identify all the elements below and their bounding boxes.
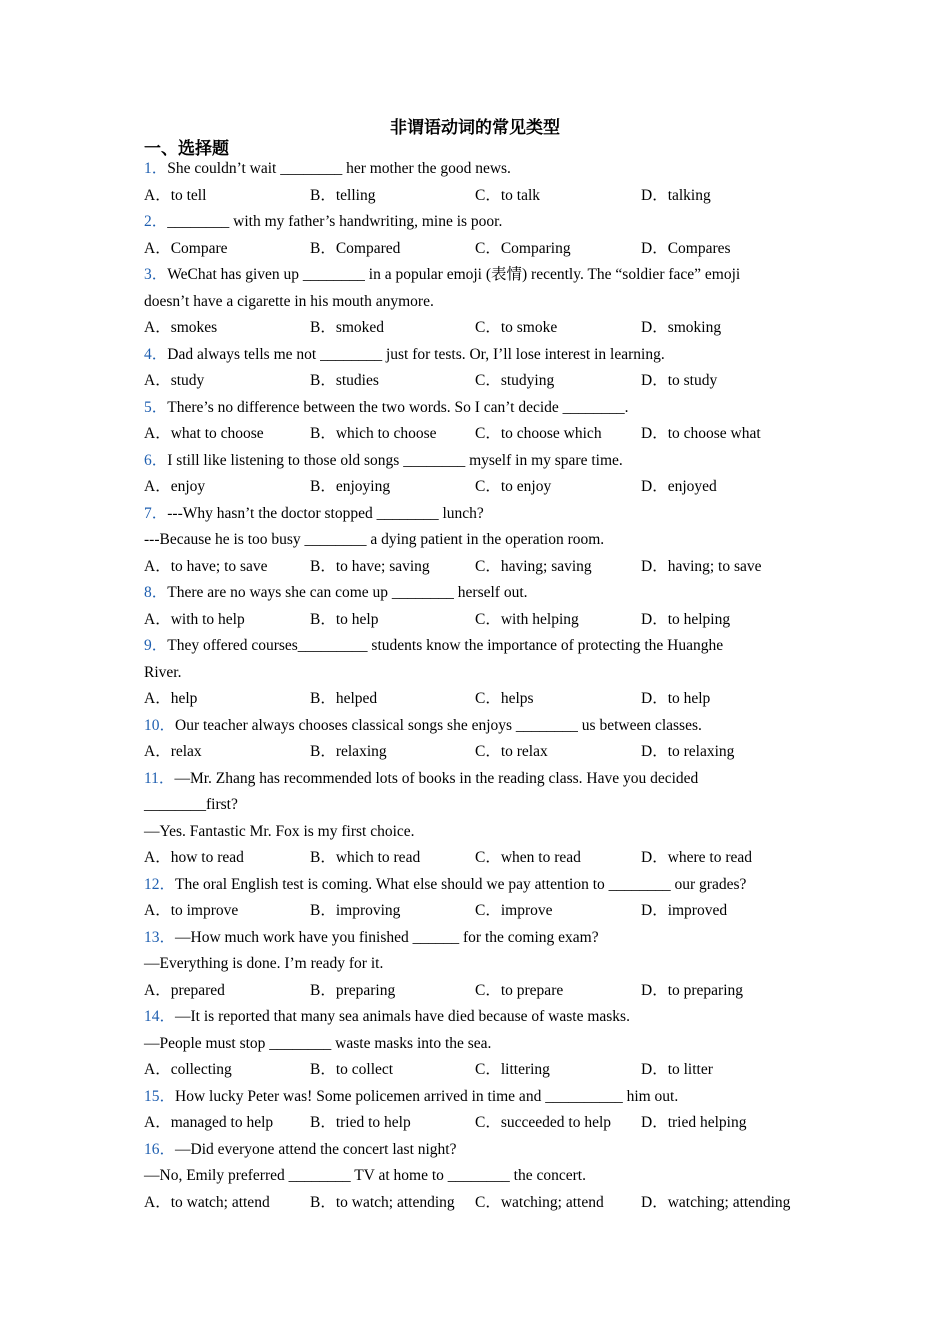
option-a: A．prepared	[144, 982, 225, 999]
option-d: D．talking	[641, 187, 711, 204]
option-c: C．succeeded to help	[475, 1114, 612, 1131]
option-b: B．to have; saving	[310, 558, 430, 575]
option-c: C．to relax	[475, 743, 548, 760]
question-stem-continued	[144, 794, 824, 816]
question-stem	[144, 344, 824, 366]
question-number: 16．	[144, 1141, 176, 1158]
option-b: B．telling	[310, 187, 376, 204]
question-text: I still like listening to those old songs ________ myself in my spare time.	[167, 452, 623, 469]
question-number: 5．	[144, 399, 168, 416]
question-stem	[144, 1139, 824, 1161]
question-number: 2．	[144, 213, 168, 230]
question-number: 1．	[144, 160, 168, 177]
option-b: B．to collect	[310, 1061, 394, 1078]
question-stem	[144, 874, 824, 896]
answer-options	[144, 370, 824, 392]
question-number: 3．	[144, 266, 168, 283]
section-heading: 一、选择题	[144, 139, 229, 159]
option-a: A．to improve	[144, 902, 239, 919]
option-b: B．enjoying	[310, 478, 391, 495]
question-number: 11．	[144, 770, 175, 787]
option-d: D．to preparing	[641, 982, 744, 999]
option-d: D．enjoyed	[641, 478, 717, 495]
question-stem	[144, 211, 824, 233]
question-stem-continued	[144, 529, 824, 551]
question-stem-continued	[144, 821, 824, 843]
question-text: The oral English test is coming. What else should we pay attention to ________ our grades?	[175, 876, 747, 893]
answer-options	[144, 1192, 824, 1214]
option-c: C．when to read	[475, 849, 581, 866]
answer-options	[144, 609, 824, 631]
question-stem	[144, 927, 824, 949]
question-number: 15．	[144, 1088, 176, 1105]
option-a: A．managed to help	[144, 1114, 274, 1131]
question-text: There are no ways she can come up ________ herself out.	[167, 584, 528, 601]
option-a: A．help	[144, 690, 198, 707]
option-b: B．which to choose	[310, 425, 437, 442]
option-d: D．watching; attending	[641, 1194, 791, 1211]
option-c: C．helps	[475, 690, 534, 707]
question-text: ________ with my father’s handwriting, mine is poor.	[167, 213, 503, 230]
question-text: How lucky Peter was! Some policemen arrived in time and __________ him out.	[175, 1088, 679, 1105]
question-number: 9．	[144, 637, 168, 654]
question-stem	[144, 1006, 824, 1028]
option-c: C．to enjoy	[475, 478, 552, 495]
question-text: —It is reported that many sea animals have died because of waste masks.	[175, 1008, 630, 1025]
answer-options	[144, 900, 824, 922]
option-d: D．to relaxing	[641, 743, 735, 760]
question-number: 6．	[144, 452, 168, 469]
option-b: B．to watch; attending	[310, 1194, 455, 1211]
option-c: C．with helping	[475, 611, 579, 628]
option-a: A．enjoy	[144, 478, 206, 495]
question-text: ---Because he is too busy ________ a dying patient in the operation room.	[144, 531, 605, 548]
option-b: B．tried to help	[310, 1114, 411, 1131]
option-c: C．improve	[475, 902, 553, 919]
question-text: —People must stop ________ waste masks into the sea.	[144, 1035, 492, 1052]
option-a: A．collecting	[144, 1061, 232, 1078]
question-stem	[144, 768, 824, 790]
question-text: —Everything is done. I’m ready for it.	[144, 955, 384, 972]
answer-options	[144, 476, 824, 498]
question-number: 13．	[144, 929, 176, 946]
question-stem-continued	[144, 953, 824, 975]
option-a: A．with to help	[144, 611, 245, 628]
question-stem-continued	[144, 1033, 824, 1055]
option-c: C．to choose which	[475, 425, 602, 442]
question-stem	[144, 397, 824, 419]
option-b: B．improving	[310, 902, 401, 919]
option-d: D．where to read	[641, 849, 753, 866]
question-text: —No, Emily preferred ________ TV at home to ________ the concert.	[144, 1167, 586, 1184]
question-stem	[144, 450, 824, 472]
question-stem-continued	[144, 662, 824, 684]
option-d: D．having; to save	[641, 558, 762, 575]
question-text: Our teacher always chooses classical songs she enjoys ________ us between classes.	[175, 717, 702, 734]
option-c: C．watching; attend	[475, 1194, 604, 1211]
option-d: D．to help	[641, 690, 711, 707]
option-d: D．to helping	[641, 611, 731, 628]
option-d: D．smoking	[641, 319, 722, 336]
option-a: A．how to read	[144, 849, 244, 866]
option-a: A．smokes	[144, 319, 218, 336]
question-text: —Did everyone attend the concert last night?	[175, 1141, 457, 1158]
question-text: —Yes. Fantastic Mr. Fox is my first choice.	[144, 823, 415, 840]
option-b: B．relaxing	[310, 743, 387, 760]
option-b: B．helped	[310, 690, 378, 707]
question-number: 12．	[144, 876, 176, 893]
question-text: ________first?	[144, 796, 238, 813]
question-text: doesn’t have a cigarette in his mouth anymore.	[144, 293, 434, 310]
question-number: 8．	[144, 584, 168, 601]
question-text: There’s no difference between the two words. So I can’t decide ________.	[167, 399, 629, 416]
answer-options	[144, 847, 824, 869]
question-number: 7．	[144, 505, 168, 522]
answer-options	[144, 688, 824, 710]
question-stem	[144, 158, 824, 180]
answer-options	[144, 317, 824, 339]
question-stem	[144, 264, 824, 286]
question-text: ---Why hasn’t the doctor stopped ________ lunch?	[167, 505, 484, 522]
option-c: C．to prepare	[475, 982, 564, 999]
question-stem-continued	[144, 291, 824, 313]
option-b: B．smoked	[310, 319, 385, 336]
option-d: D．to study	[641, 372, 718, 389]
option-c: C．to smoke	[475, 319, 558, 336]
option-a: A．what to choose	[144, 425, 264, 442]
option-d: D．tried helping	[641, 1114, 747, 1131]
option-c: C．Comparing	[475, 240, 571, 257]
option-a: A．relax	[144, 743, 202, 760]
answer-options	[144, 238, 824, 260]
question-number: 10．	[144, 717, 176, 734]
option-a: A．Compare	[144, 240, 228, 257]
question-text: —How much work have you finished ______ for the coming exam?	[175, 929, 599, 946]
answer-options	[144, 741, 824, 763]
option-a: A．study	[144, 372, 205, 389]
option-b: B．to help	[310, 611, 379, 628]
question-number: 14．	[144, 1008, 176, 1025]
option-c: C．studying	[475, 372, 555, 389]
question-text: WeChat has given up ________ in a popular emoji (表情) recently. The “soldier face” emoji	[167, 266, 741, 283]
question-stem	[144, 635, 824, 657]
option-d: D．Compares	[641, 240, 731, 257]
answer-options	[144, 1112, 824, 1134]
answer-options	[144, 423, 824, 445]
question-text: Dad always tells me not ________ just for tests. Or, I’ll lose interest in learning.	[167, 346, 665, 363]
option-a: A．to have; to save	[144, 558, 268, 575]
question-text: They offered courses_________ students know the importance of protecting the Huanghe	[167, 637, 724, 654]
option-c: C．littering	[475, 1061, 550, 1078]
answer-options	[144, 1059, 824, 1081]
option-c: C．having; saving	[475, 558, 592, 575]
question-text: River.	[144, 664, 182, 681]
question-stem-continued	[144, 1165, 824, 1187]
option-b: B．which to read	[310, 849, 421, 866]
question-text: She couldn’t wait ________ her mother the good news.	[167, 160, 511, 177]
question-stem	[144, 1086, 824, 1108]
question-stem	[144, 582, 824, 604]
option-a: A．to watch; attend	[144, 1194, 270, 1211]
question-stem	[144, 503, 824, 525]
answer-options	[144, 185, 824, 207]
page-title: 非谓语动词的常见类型	[390, 118, 560, 138]
option-d: D．to choose what	[641, 425, 761, 442]
question-number: 4．	[144, 346, 168, 363]
question-stem	[144, 715, 824, 737]
option-b: B．preparing	[310, 982, 396, 999]
option-d: D．to litter	[641, 1061, 713, 1078]
option-c: C．to talk	[475, 187, 541, 204]
answer-options	[144, 980, 824, 1002]
question-text: —Mr. Zhang has recommended lots of books in the reading class. Have you decided	[174, 770, 699, 787]
option-b: B．Compared	[310, 240, 401, 257]
option-d: D．improved	[641, 902, 728, 919]
answer-options	[144, 556, 824, 578]
option-a: A．to tell	[144, 187, 207, 204]
option-b: B．studies	[310, 372, 379, 389]
